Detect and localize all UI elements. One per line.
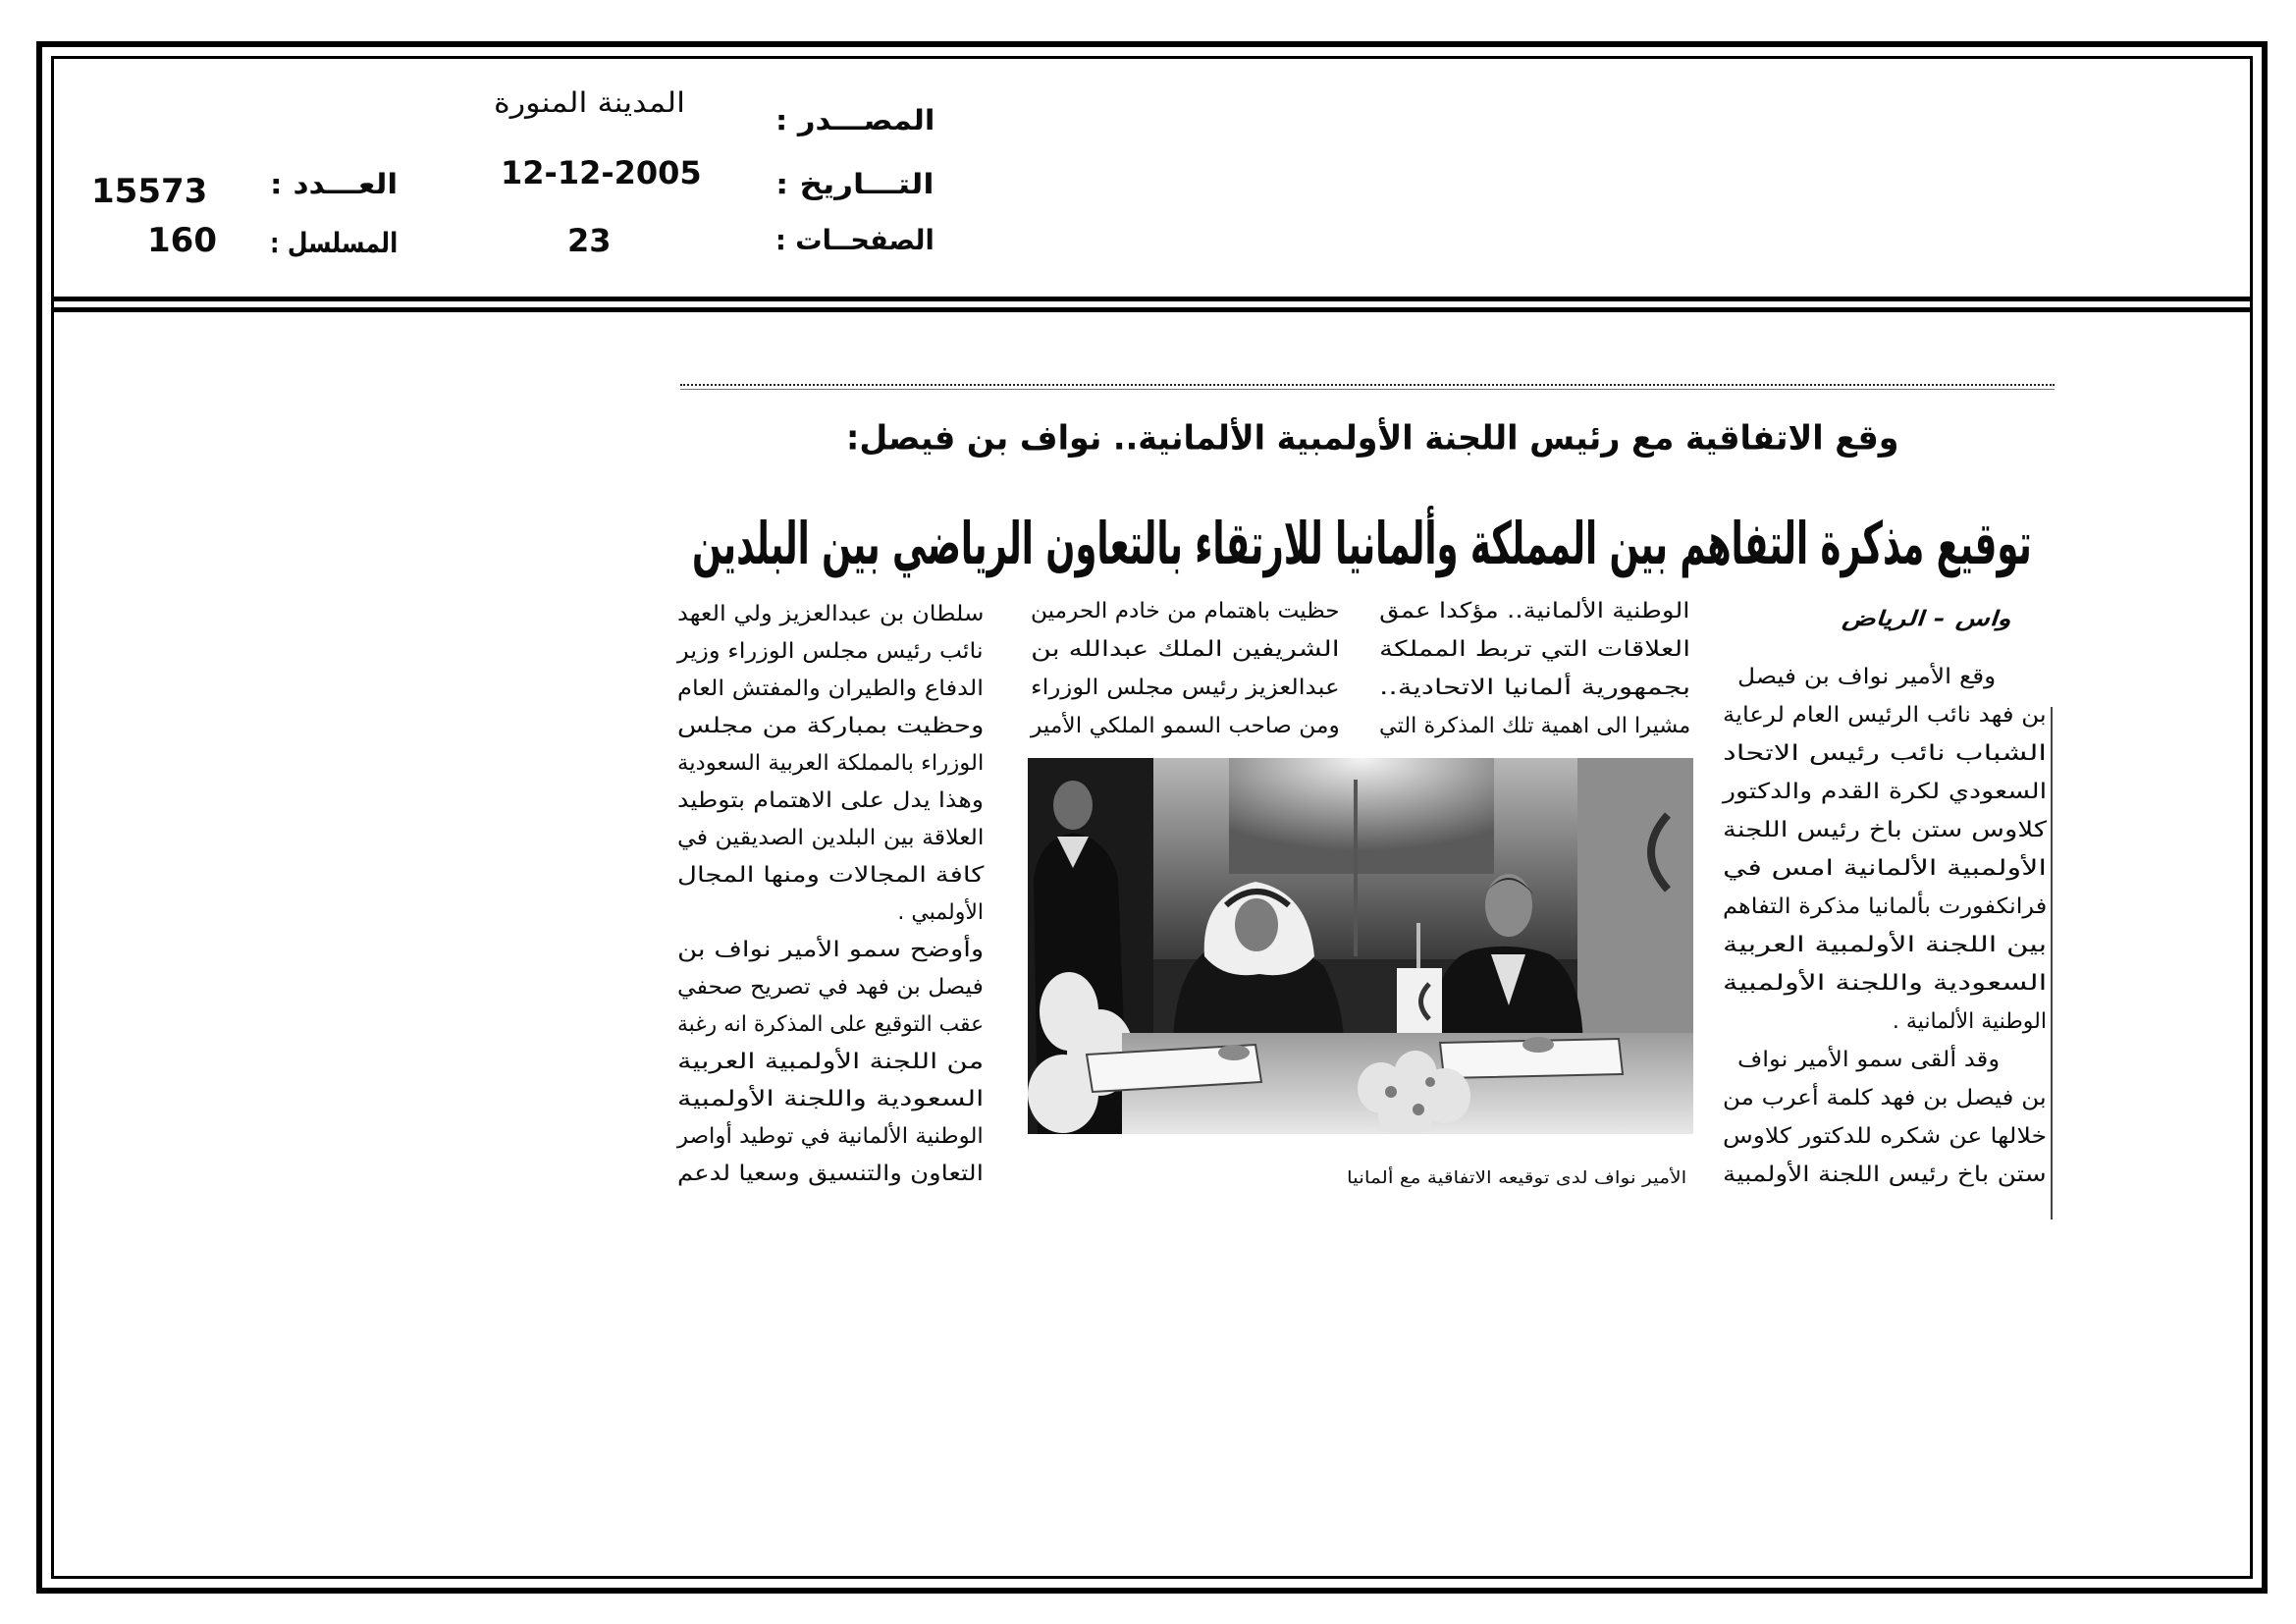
column-line: كافة المجالات ومنها المجال [676,863,984,888]
column-line: الوطنية الألمانية.. مؤكدا عمق [1379,599,1690,623]
column-line: السعودية واللجنة الأولمبية [676,1087,984,1111]
column-line: الشريفين الملك عبدالله بن [1031,637,1340,662]
column-line: فرانكفورت بألمانيا مذكرة التفاهم [1722,894,2047,919]
column-line: بجمهورية ألمانيا الاتحادية.. [1378,676,1690,700]
issue-value: 15573 [91,172,208,211]
column-divider [2051,707,2053,1219]
article-kicker: وقع الاتفاقية مع رئيس اللجنة الأولمبية الألمانية.. نواف بن فيصل: [846,418,1899,459]
pages-value: 23 [567,222,612,259]
article-column-2 [1379,592,1690,745]
date-label: التـــاريخ : [775,168,934,200]
column-line: ومن صاحب السمو الملكي الأمير [1031,714,1340,738]
column-line: حظيت باهتمام من خادم الحرمين [1031,599,1340,623]
column-line: العلاقات التي تربط المملكة [1378,637,1690,662]
column-line: السعودية واللجنة الأولمبية [1722,971,2047,996]
column-line: خلالها عن شكره للدكتور كلاوس [1722,1124,2047,1149]
headline-container [692,510,2032,578]
serial-label: المسلسل : [269,227,398,259]
column-line: عقب التوقيع على المذكرة انه رغبة [676,1012,984,1037]
column-line: التعاون والتنسيق وسعيا لدعم [677,1162,984,1186]
date-value: 12-12-2005 [501,154,702,191]
column-line: عبدالعزيز رئيس مجلس الوزراء [1031,676,1340,700]
article-column-3 [1031,592,1340,745]
column-line: الوطنية الألمانية في توطيد أواصر [677,1124,984,1149]
article-byline: واس - الرياض [1841,607,2010,630]
column-line: الوزراء بالمملكة العربية السعودية [676,751,984,776]
header-divider-top [51,297,2253,301]
column-line: بين اللجنة الأولمبية العربية [1722,933,2047,957]
column-line: ستن باخ رئيس اللجنة الأولمبية [1723,1163,2047,1187]
source-label: المصـــدر : [774,104,934,136]
byline-container [1723,601,2010,636]
column-line: الأولمبي . [897,900,984,925]
column-line: وأوضح سمو الأمير نواف بن [676,938,984,962]
article-column-4 [677,596,984,1193]
serial-value: 160 [147,221,217,260]
article-top-rule [680,384,2055,390]
issue-label: العـــدد : [269,168,398,200]
article-headline: توقيع مذكرة التفاهم بين المملكة وألمانيا للارتقاء بالتعاون الرياضي بين البلدين [692,510,2032,578]
column-line: مشيرا الى اهمية تلك المذكرة التي [1378,714,1690,738]
article-column-1 [1723,658,2047,1194]
kicker-container [846,419,1899,459]
column-line: الشباب نائب رئيس الاتحاد [1723,741,2047,766]
column-line: الدفاع والطيران والمفتش العام [677,677,984,701]
column-line: من اللجنة الأولمبية العربية [676,1050,984,1074]
column-line: فيصل بن فهد في تصريح صحفي [677,975,984,1000]
column-line: السعودي لكرة القدم والدكتور [1722,780,2047,804]
column-line: الوطنية الألمانية . [1892,1009,2047,1034]
column-line: بن فهد نائب الرئيس العام لرعاية [1723,703,2047,728]
caption-container [1347,1164,1686,1193]
signing-photo [1028,758,1693,1134]
column-line: وحظيت بمباركة من مجلس [676,714,984,738]
header-divider-bottom [51,307,2253,312]
source-value: المدينة المنورة [494,86,685,119]
photo-caption: الأمير نواف لدى توقيعه الاتفاقية مع ألمانيا [1346,1168,1686,1188]
column-line: بن فيصل بن فهد كلمة أعرب من [1723,1086,2047,1110]
column-line: سلطان بن عبدالعزيز ولي العهد [676,602,984,626]
pages-label: الصفحــات : [775,224,934,256]
column-line: وقع الأمير نواف بن فيصل [1736,665,1996,689]
column-line: الأولمبية الألمانية امس في [1723,856,2047,881]
column-line: العلاقة بين البلدين الصديقين في [676,826,984,850]
column-line: نائب رئيس مجلس الوزراء وزير [677,639,984,664]
column-line: وهذا يدل على الاهتمام بتوطيد [676,788,984,813]
column-line: كلاوس ستن باخ رئيس اللجنة [1722,818,2047,842]
column-line: وقد ألقى سمو الأمير نواف [1736,1048,2000,1072]
